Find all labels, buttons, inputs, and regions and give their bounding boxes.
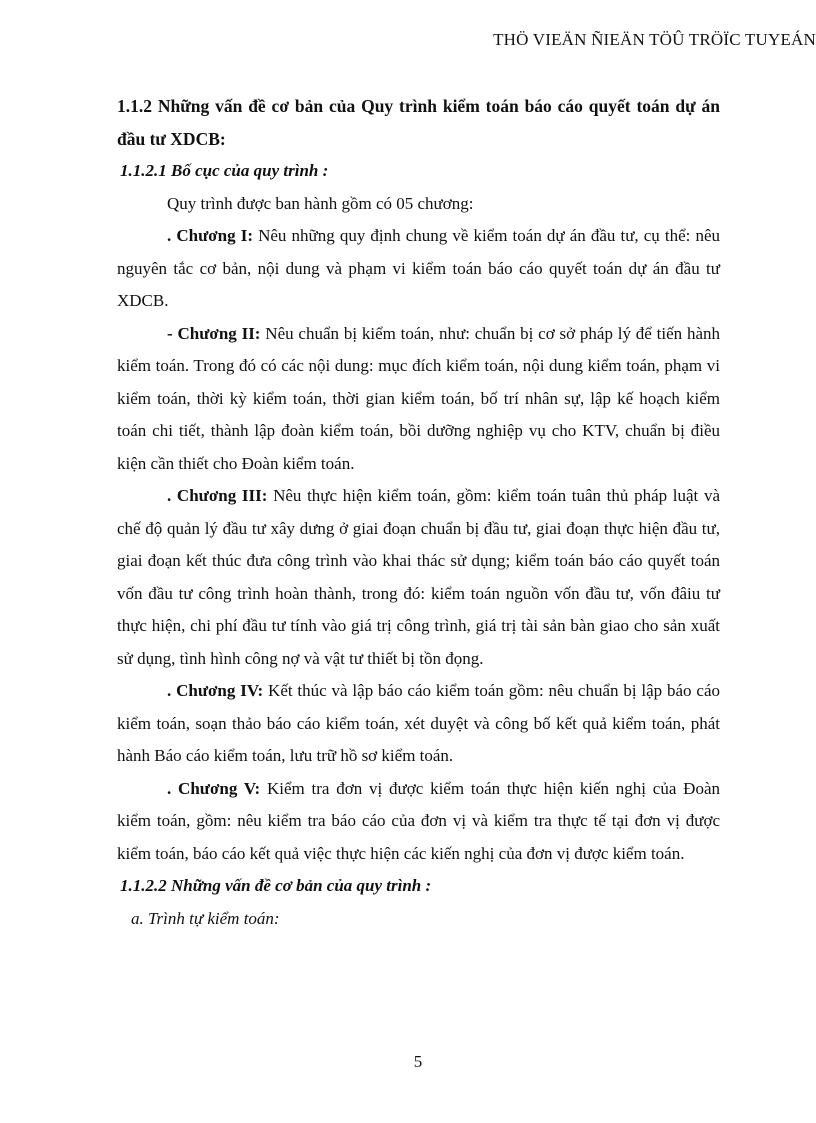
- chapter-label: . Chương IV:: [167, 681, 264, 700]
- page-number: 5: [413, 1052, 423, 1071]
- chapter-paragraph: [117, 480, 720, 675]
- chapter-text: Nêu thực hiện kiểm toán, gồm: kiểm toán tuân thủ pháp luật và chế độ quản lý đầu tư xây dưng ở giai đoạn chuẩn bị đầu tư, giai đoạn thực hiện đầu tư, giai đoạn kết thúc đưa công trình vào khai thác sử dụng; kiểm toán báo cáo quyết toán vốn đầu tư công trình hoàn thành, trong đó: kiểm toán nguồn vốn đầu tư, vốn đâiu tư thực hiện, chi phí đầu tư tính vào giá trị công trình, giá trị tài sản bàn giao cho sản xuất sử dụng, tình hình công nợ và vật tư thiết bị tồn đọng.: [117, 486, 720, 668]
- document-body: [117, 90, 720, 935]
- chapter-label: . Chương III:: [167, 486, 268, 505]
- running-header: THÖ VIEÄN ÑIEÄN TÖÛ TRÖÏC TUYEÁN: [493, 30, 816, 49]
- chapter-label: - Chương II:: [167, 323, 261, 343]
- chapter-label: . Chương I:: [167, 226, 254, 245]
- chapter-text: Kiểm tra đơn vị được kiểm toán thực hiện kiến nghị của Đoàn kiểm toán, gồm: nêu kiểm tra báo cáo của đơn vị và kiểm tra thực tế tại đơn vị được kiểm toán, báo cáo kết quả việc thực hiện các kiến nghị của đơn vị được kiểm toán.: [117, 778, 721, 863]
- chapter-paragraph: [117, 318, 720, 481]
- chapter-paragraph: [117, 675, 720, 773]
- subsection-heading: 1.1.2.2 Những vấn đề cơ bản của quy trình :: [120, 876, 432, 895]
- subsection-heading: 1.1.2.1 Bố cục của quy trình :: [120, 161, 329, 180]
- chapter-text: Nêu chuẩn bị kiểm toán, như: chuẩn bị cơ sở pháp lý để tiến hành kiểm toán. Trong đó có các nội dung: mục đích kiểm toán, nội dung kiểm toán, phạm vi kiểm toán, thời kỳ kiểm toán, thời gian kiểm toán, bố trí nhân sự, lập kế hoạch kiểm toán chi tiết, thành lập đoàn kiểm toán, bồi dưỡng nghiệp vụ cho KTV, chuẩn bị điều kiện cần thiết cho Đoàn kiểm toán.: [117, 323, 721, 473]
- chapter-paragraph: [117, 220, 720, 318]
- section-heading: 1.1.2 Những vấn đề cơ bản của Quy trình kiểm toán báo cáo quyết toán dự án đầu tư XDCB:: [117, 96, 720, 149]
- chapter-text: Nêu những quy định chung về kiểm toán dự án đầu tư, cụ thể: nêu nguyên tắc cơ bản, nội dung và phạm vi kiểm toán báo cáo quyết toán dự án đầu tư XDCB.: [117, 226, 721, 310]
- intro-paragraph: Quy trình được ban hành gồm có 05 chương:: [167, 193, 474, 213]
- chapter-text: Kết thúc và lập báo cáo kiểm toán gồm: nêu chuẩn bị lập báo cáo kiểm toán, soạn thảo báo cáo kiểm toán, xét duyệt và công bố kết quả kiểm toán, phát hành Báo cáo kiểm toán, lưu trữ hồ sơ kiểm toán.: [117, 681, 720, 765]
- list-item-heading: a. Trình tự kiểm toán:: [131, 908, 280, 928]
- chapter-paragraph: [117, 773, 720, 871]
- chapter-label: . Chương V:: [167, 778, 261, 798]
